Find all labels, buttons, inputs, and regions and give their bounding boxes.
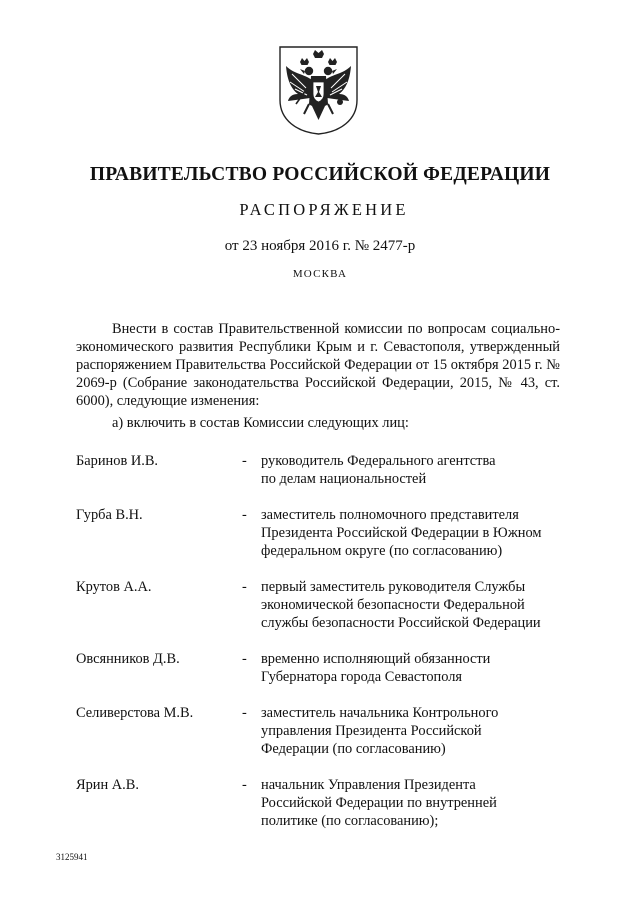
coat-of-arms-icon — [276, 44, 361, 136]
member-dash: - — [242, 507, 247, 523]
member-dash: - — [242, 777, 247, 793]
document-code: 3125941 — [56, 852, 88, 862]
role-line: Российской Федерации по внутренней — [261, 795, 497, 811]
members-list — [76, 452, 566, 848]
member-row — [76, 704, 566, 758]
member-dash: - — [242, 651, 247, 667]
member-dash: - — [242, 453, 247, 469]
role-line: Губернатора города Севастополя — [261, 669, 463, 685]
intro-line: а) включить в состав Комиссии следующих лиц: — [112, 415, 409, 431]
member-role — [261, 452, 566, 488]
member-name: Селиверстова М.В. — [76, 705, 194, 721]
member-row — [76, 650, 566, 686]
role-line: Федерации (по согласованию) — [261, 741, 446, 757]
role-line: по делам национальностей — [261, 471, 427, 487]
role-line: заместитель начальника Контрольного — [261, 705, 499, 721]
member-row — [76, 776, 566, 830]
role-line: политике (по согласованию); — [261, 813, 439, 829]
member-role — [261, 506, 566, 560]
role-line: службы безопасности Российской Федерации — [261, 615, 541, 631]
document-date-number: от 23 ноября 2016 г. № 2477-р — [224, 238, 416, 254]
member-role — [261, 578, 566, 632]
member-row — [76, 506, 566, 560]
role-line: первый заместитель руководителя Службы — [261, 579, 526, 595]
role-line: экономической безопасности Федеральной — [261, 597, 525, 613]
member-dash: - — [242, 705, 247, 721]
role-line: заместитель полномочного представителя — [261, 507, 519, 523]
preamble-paragraph: Внести в состав Правительственной комиссии по вопросам социально-экономического развития Республики Крым и г. Севастополя, утвержденный распоряжением Правительства Российской Федерации от 15 октября 2015 г. № 2069-р (Собрание законодательства Российской Федерации, 2015, № 43, ст. 6000), следующие изменения: — [76, 321, 560, 409]
role-line: Президента Российской Федерации в Южном — [261, 525, 542, 541]
role-line: управления Президента Российской — [261, 723, 482, 739]
document-type: РАСПОРЯЖЕНИЕ — [239, 200, 409, 219]
member-role — [261, 776, 566, 830]
member-role — [261, 650, 566, 686]
member-row — [76, 452, 566, 488]
role-line: руководитель Федерального агентства — [261, 453, 496, 469]
role-line: начальник Управления Президента — [261, 777, 476, 793]
document-city: МОСКВА — [292, 268, 348, 280]
member-name: Гурба В.Н. — [76, 507, 143, 523]
member-name: Крутов А.А. — [76, 579, 152, 595]
member-row — [76, 578, 566, 632]
member-name: Ярин А.В. — [76, 777, 139, 793]
member-role — [261, 704, 566, 758]
government-title: ПРАВИТЕЛЬСТВО РОССИЙСКОЙ ФЕДЕРАЦИИ — [89, 164, 551, 185]
member-dash: - — [242, 579, 247, 595]
member-name: Баринов И.В. — [76, 453, 159, 469]
member-name: Овсянников Д.В. — [76, 651, 180, 667]
role-line: временно исполняющий обязанности — [261, 651, 491, 667]
role-line: федеральном округе (по согласованию) — [261, 543, 503, 559]
